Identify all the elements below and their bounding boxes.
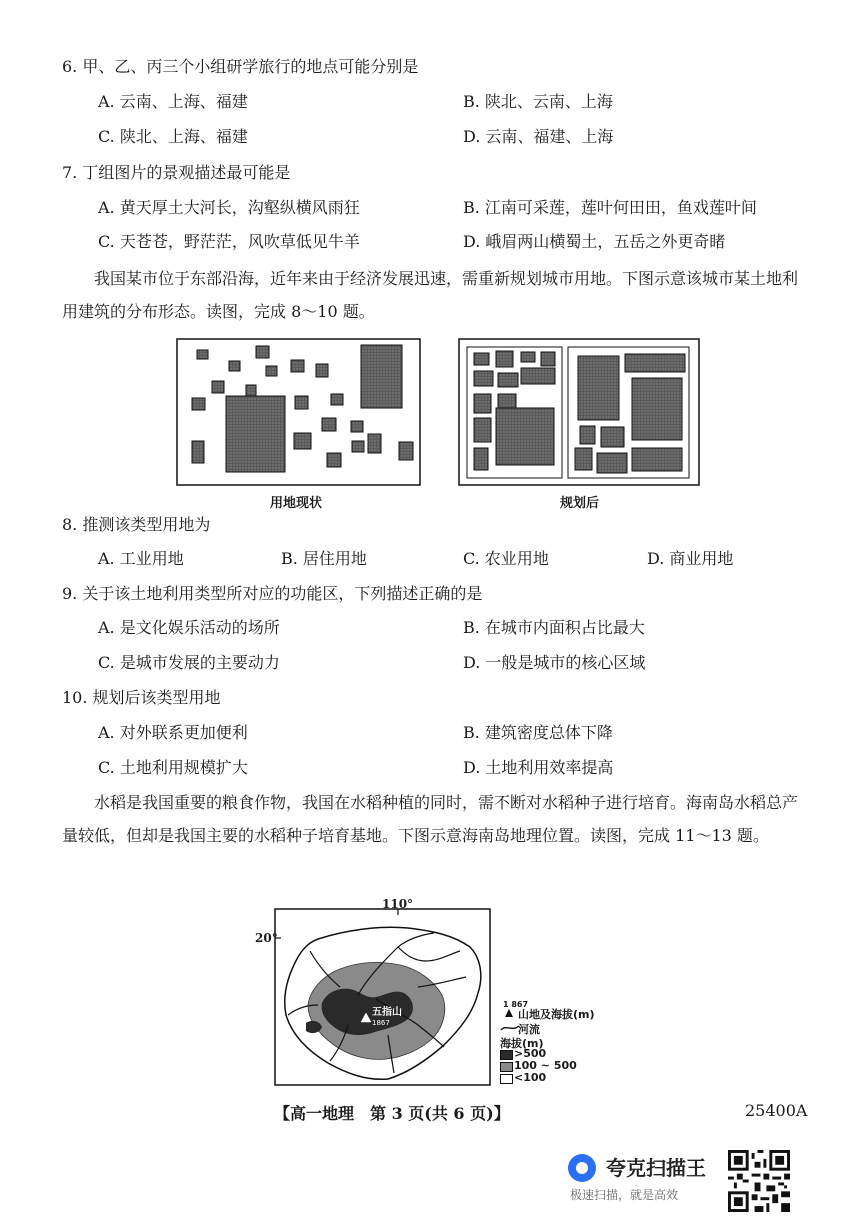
legend-mid-swatch xyxy=(500,1062,513,1072)
question-10-option-a: A. 对外联系更加便利 xyxy=(98,723,248,742)
land-use-figure xyxy=(176,338,701,488)
question-7-option-b: B. 江南可采莲，莲叶何田田，鱼戏莲叶间 xyxy=(463,198,757,217)
legend-river-icon xyxy=(500,1023,520,1033)
question-7-option-c: C. 天苍苍，野茫茫，风吹草低见牛羊 xyxy=(98,232,360,251)
question-6-stem: 6. 甲、乙、丙三个小组研学旅行的地点可能分别是 xyxy=(62,57,419,76)
scanner-slogan: 极速扫描，就是高效 xyxy=(570,1188,679,1202)
page-footer: 【高一地理 第 3 页(共 6 页)】 xyxy=(274,1104,510,1123)
question-9-stem: 9. 关于该土地利用类型所对应的功能区，下列描述正确的是 xyxy=(62,584,483,603)
question-7-option-a: A. 黄天厚土大河长，沟壑纵横风雨狂 xyxy=(98,198,360,217)
question-10-option-c: C. 土地利用规模扩大 xyxy=(98,758,248,777)
figure-caption-planned: 规划后 xyxy=(560,496,600,511)
legend-peak-icon xyxy=(504,1008,514,1018)
legend-elevation-title: 海拔(m) xyxy=(500,1037,544,1050)
legend-river-label: 河流 xyxy=(518,1023,540,1036)
question-10-option-b: B. 建筑密度总体下降 xyxy=(463,723,613,742)
legend-high-swatch xyxy=(500,1050,513,1060)
question-10-stem: 10. 规划后该类型用地 xyxy=(62,688,221,707)
exam-code: 25400A xyxy=(745,1101,808,1120)
legend-peak-number: 1 867 xyxy=(503,1000,529,1009)
longitude-label: 110° xyxy=(382,897,414,911)
scanner-logo-icon xyxy=(568,1154,596,1182)
current-land-use-panel xyxy=(177,339,420,485)
question-7-stem: 7. 丁组图片的景观描述最可能是 xyxy=(62,163,291,182)
planned-land-use-panel xyxy=(459,339,699,485)
legend-high-label: >500 xyxy=(514,1047,547,1060)
question-9-option-a: A. 是文化娱乐活动的场所 xyxy=(98,618,280,637)
latitude-label: 20° xyxy=(255,931,278,945)
question-6-option-a: A. 云南、上海、福建 xyxy=(98,92,248,111)
peak-elevation: 1867 xyxy=(372,1019,390,1027)
scanner-brand-name: 夸克扫描王 xyxy=(606,1156,706,1180)
question-8-option-c: C. 农业用地 xyxy=(463,549,549,568)
question-8-option-b: B. 居住用地 xyxy=(281,549,367,568)
legend-low-label: <100 xyxy=(514,1071,547,1084)
question-9-option-c: C. 是城市发展的主要动力 xyxy=(98,653,280,672)
question-6-option-b: B. 陕北、云南、上海 xyxy=(463,92,613,111)
question-6-option-d: D. 云南、福建、上海 xyxy=(463,127,614,146)
question-8-option-a: A. 工业用地 xyxy=(98,549,184,568)
question-8-stem: 8. 推测该类型用地为 xyxy=(62,515,211,534)
intro-questions-8-10: 我国某市位于东部沿海，近年来由于经济发展迅速，需重新规划城市用地。下图示意该城市某土地利用建筑的分布形态。读图，完成 8～10 题。 xyxy=(62,269,799,321)
question-9-option-b: B. 在城市内面积占比最大 xyxy=(463,618,645,637)
question-7-option-d: D. 峨眉两山横蜀土，五岳之外更奇睹 xyxy=(463,232,726,251)
question-6-option-c: C. 陕北、上海、福建 xyxy=(98,127,248,146)
legend-mid-label: 100 ~ 500 xyxy=(514,1059,577,1072)
scanner-watermark xyxy=(568,1150,728,1210)
intro-questions-11-13: 水稻是我国重要的粮食作物，我国在水稻种植的同时，需不断对水稻种子进行培育。海南岛水稻总产量较低，但却是我国主要的水稻种子培育基地。下图示意海南岛地理位置。读图，完成 11～13 题。 xyxy=(62,793,799,845)
question-9-option-d: D. 一般是城市的核心区域 xyxy=(463,653,646,672)
legend-low-swatch xyxy=(500,1074,513,1084)
question-8-option-d: D. 商业用地 xyxy=(647,549,734,568)
legend-peak-label: 山地及海拔(m) xyxy=(518,1008,595,1021)
qr-code-icon xyxy=(728,1150,790,1212)
peak-name: 五指山 xyxy=(372,1007,402,1018)
question-10-option-d: D. 土地利用效率提高 xyxy=(463,758,614,777)
figure-caption-current: 用地现状 xyxy=(270,496,323,511)
